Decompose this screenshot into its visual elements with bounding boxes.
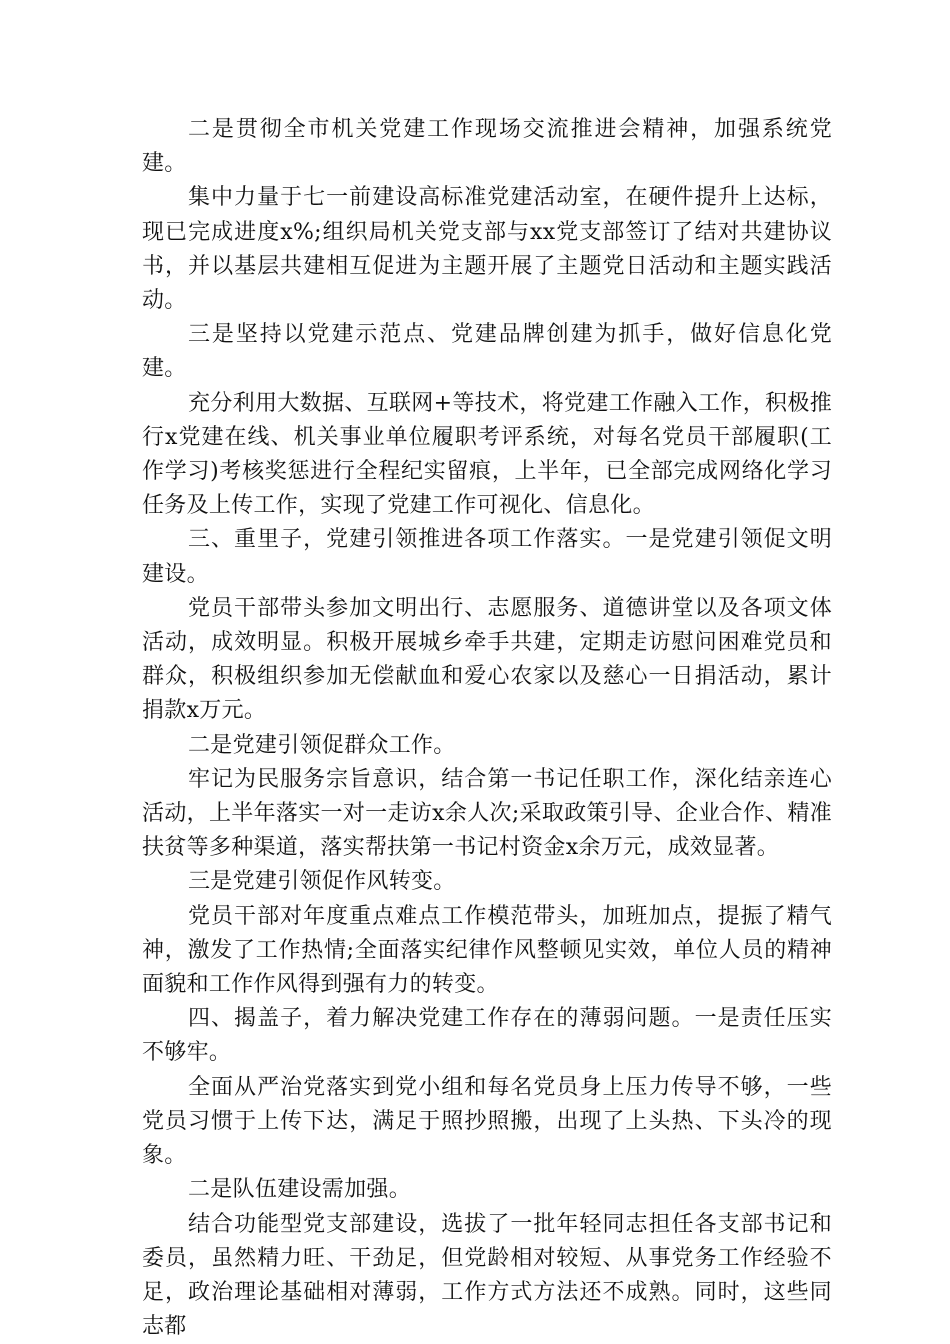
paragraph: 牢记为民服务宗旨意识，结合第一书记任职工作，深化结亲连心活动，上半年落实一对一走访x余人次;采取政策引导、企业合作、精准扶贫等多种渠道，落实帮扶第一书记村资金x余万元，成效显著。 <box>142 766 832 861</box>
paragraph: 充分利用大数据、互联网+等技术，将党建工作融入工作，积极推行x党建在线、机关事业单位履职考评系统，对每名党员干部履职(工作学习)考核奖惩进行全程纪实留痕，上半年，已全部完成网络化学习任务及上传工作，实现了党建工作可视化、信息化。 <box>142 390 832 519</box>
document-body <box>142 113 832 1344</box>
paragraph: 集中力量于七一前建设高标准党建活动室，在硬件提升上达标，现已完成进度x%;组织局机关党支部与xx党支部签订了结对共建协议书，并以基层共建相互促进为主题开展了主题党日活动和主题实践活动。 <box>142 185 832 314</box>
paragraph: 四、揭盖子，着力解决党建工作存在的薄弱问题。一是责任压实不够牢。 <box>142 1006 832 1066</box>
paragraph: 三、重里子，党建引领推进各项工作落实。一是党建引领促文明建设。 <box>142 527 832 587</box>
paragraph: 党员干部对年度重点难点工作模范带头，加班加点，提振了精气神，激发了工作热情;全面落实纪律作风整顿见实效，单位人员的精神面貌和工作作风得到强有力的转变。 <box>142 903 832 998</box>
paragraph: 二是贯彻全市机关党建工作现场交流推进会精神，加强系统党建。 <box>142 117 832 177</box>
paragraph: 全面从严治党落实到党小组和每名党员身上压力传导不够，一些党员习惯于上传下达，满足于照抄照搬，出现了上头热、下头冷的现象。 <box>142 1074 832 1169</box>
paragraph: 结合功能型党支部建设，选拔了一批年轻同志担任各支部书记和委员，虽然精力旺、干劲足，但党龄相对较短、从事党务工作经验不足，政治理论基础相对薄弱，工作方式方法还不成熟。同时，这些同志都 <box>142 1211 832 1340</box>
paragraph: 三是党建引领促作风转变。 <box>188 869 456 895</box>
paragraph: 二是党建引领促群众工作。 <box>188 732 456 758</box>
paragraph: 二是队伍建设需加强。 <box>188 1177 412 1203</box>
paragraph: 三是坚持以党建示范点、党建品牌创建为抓手，做好信息化党建。 <box>142 322 832 382</box>
paragraph: 党员干部带头参加文明出行、志愿服务、道德讲堂以及各项文体活动，成效明显。积极开展城乡牵手共建，定期走访慰问困难党员和群众，积极组织参加无偿献血和爱心农家以及慈心一日捐活动，累计捐款x万元。 <box>142 595 832 724</box>
